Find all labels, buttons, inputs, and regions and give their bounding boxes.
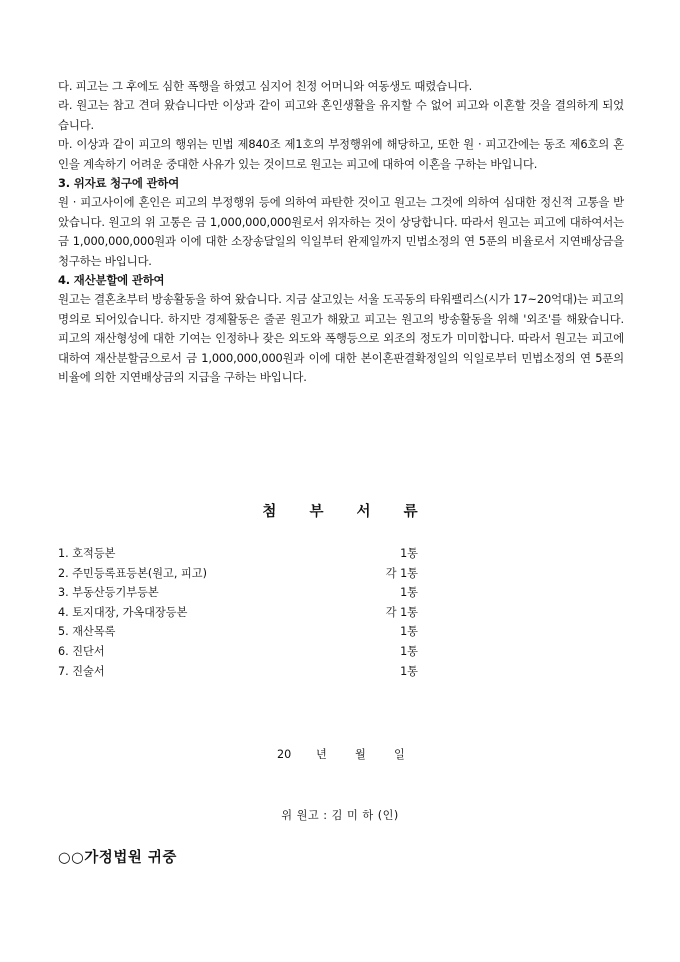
attachment-item <box>58 544 418 564</box>
paragraph-da: 다. 피고는 그 후에도 심한 폭행을 하였고 심지어 친정 어머니와 여동생도 때렸습니다. <box>58 79 473 93</box>
attachments-list <box>58 544 418 681</box>
section-heading-property-division: 4. 재산분할에 관하여 <box>58 273 165 288</box>
paragraph-ma: 마. 이상과 같이 피고의 행위는 민법 제840조 제1호의 부정행위에 해당하고, 또한 원 · 피고간에는 동조 제6호의 혼인을 계속하기 어려운 중대한 사유가 있는 것이므로 원고는 피고에 대하여 이혼을 구하는 바입니다. <box>58 137 624 171</box>
attachment-name: 5. 재산목록 <box>58 625 116 639</box>
attachment-item <box>58 662 418 682</box>
attachment-count: 1통 <box>400 547 418 560</box>
paragraph-property-division: 원고는 결혼초부터 방송활동을 하여 왔습니다. 지금 살고있는 서울 도곡동의 타워팰리스(시가 17~20억대)는 피고의 명의로 되어있습니다. 하지만 경제활동은 줄곧 원고가 해왔고 피고는 원고의 방송활동을 위해 '외조'를 해왔습니다. 피고의 재산형성에 대한 기여는 인정하나 잦은 외도와 폭행등으로 외조의 정도가 미미합니다. 따라서 원고는 피고에 대하여 재산분할금으로서 금 1,000,000,000원과 이에 대한 본이혼판결확정일의 익일로부터 민법소정의 연 5푼의 비율에 의한 지연배상금의 지급을 구하는 바입니다. <box>58 292 624 385</box>
attachment-item <box>58 642 418 662</box>
attachment-item <box>58 622 418 642</box>
attachments-title: 첨 부 서 류 <box>262 504 432 520</box>
date-year-label: 년 <box>316 748 327 761</box>
date-day-label: 일 <box>394 748 405 761</box>
date-year-prefix: 20 <box>277 748 292 761</box>
attachment-count: 1통 <box>400 625 418 639</box>
section-heading-alimony: 3. 위자료 청구에 관하여 <box>58 176 180 191</box>
paragraph-ra: 라. 원고는 참고 견뎌 왔습니다만 이상과 같이 피고와 혼인생활을 유지할 수 없어 피고와 이혼할 것을 결의하게 되었습니다. <box>58 98 624 132</box>
attachment-count: 1통 <box>400 586 418 600</box>
attachment-name: 7. 진술서 <box>58 664 105 678</box>
attachment-count: 각 1통 <box>385 605 418 619</box>
attachment-name: 3. 부동산등기부등본 <box>58 586 159 600</box>
attachment-name: 6. 진단서 <box>58 644 105 658</box>
attachment-item <box>58 603 418 623</box>
plaintiff-signature-line: 위 원고 : 김 미 하 (인) <box>281 809 399 822</box>
attachment-name: 4. 토지대장, 가옥대장등본 <box>58 605 188 619</box>
attachment-name: 2. 주민등록표등본(원고, 피고) <box>58 566 207 580</box>
attachment-item <box>58 564 418 584</box>
paragraph-alimony: 원 · 피고사이에 혼인은 피고의 부정행위 등에 의하여 파탄한 것이고 원고는 그것에 의하여 심대한 정신적 고통을 받았습니다. 원고의 위 고통은 금 1,000,000,000원로서 위자하는 것이 상당합니다. 따라서 원고는 피고에 대하여서는 금 1,000,000,000원과 이에 대한 소장송달일의 익일부터 완제일까지 민법소정의 연 5푼의 비율로서 지연배상금을 청구하는 바입니다. <box>58 195 624 268</box>
attachment-count: 각 1통 <box>385 566 418 580</box>
attachment-count: 1통 <box>400 664 418 678</box>
court-addressee: ○○가정법원 귀중 <box>58 850 177 866</box>
date-month-label: 월 <box>355 748 366 761</box>
attachment-item <box>58 583 418 603</box>
attachment-count: 1통 <box>400 644 418 658</box>
attachment-name: 1. 호적등본 <box>58 547 116 560</box>
complaint-body <box>58 77 624 388</box>
